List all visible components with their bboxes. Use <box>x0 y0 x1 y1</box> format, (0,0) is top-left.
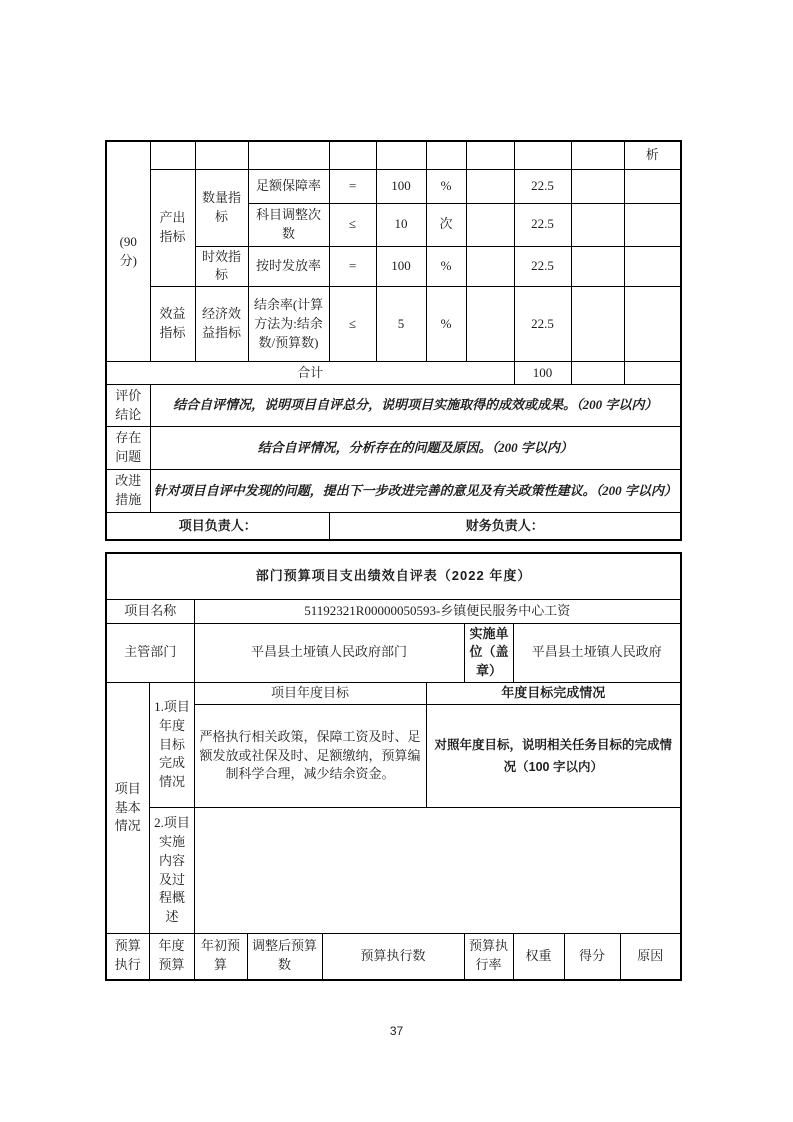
empty-cell <box>571 141 624 169</box>
empty-cell <box>624 203 681 246</box>
col-header-executed-amount: 预算执行数 <box>322 934 464 980</box>
empty-cell <box>466 287 514 362</box>
unit-cell: % <box>426 287 466 362</box>
section1-label: 1.项目年度目标完成情况 <box>149 683 194 808</box>
col-header-weight: 权重 <box>513 934 564 980</box>
indicator-name-cell: 科目调整次数 <box>248 203 329 246</box>
finance-leader-label: 财务负责人： <box>329 513 681 540</box>
annual-goal-text: 严格执行相关政策，保障工资及时、足额发放或社保及时、足额缴纳，预算编制科学合理，减少结余资金。 <box>194 705 426 808</box>
project-leader-label: 项目负责人： <box>106 513 329 540</box>
indicator-name-cell: 足额保障率 <box>248 169 329 203</box>
empty-cell <box>571 246 624 287</box>
weight-cell: 22.5 <box>514 203 571 246</box>
col-header-score: 得分 <box>564 934 620 980</box>
annual-budget-label: 年度预算 <box>149 934 194 980</box>
operator-cell: = <box>329 246 376 287</box>
category-output-cell: 产出指标 <box>150 169 195 287</box>
unit-cell: % <box>426 169 466 203</box>
weight-cell: 22.5 <box>514 287 571 362</box>
department-label: 主管部门 <box>106 623 194 683</box>
empty-cell <box>624 287 681 362</box>
empty-cell <box>466 246 514 287</box>
empty-cell <box>195 141 248 169</box>
target-value-cell: 100 <box>376 246 426 287</box>
category-benefit-cell: 效益指标 <box>150 287 195 362</box>
summary-text-conclusion: 结合自评情况，说明项目自评总分，说明项目实施取得的成效或成果。（200 字以内） <box>150 385 681 427</box>
summary-text-problems: 结合自评情况，分析存在的问题及原因。（200 字以内） <box>150 427 681 470</box>
indicator-name-cell: 按时发放率 <box>248 246 329 287</box>
empty-cell <box>624 169 681 203</box>
weight-cell: 22.5 <box>514 169 571 203</box>
self-evaluation-table <box>105 552 682 981</box>
empty-cell <box>426 141 466 169</box>
indicator-name-cell: 结余率(计算方法为:结余数/预算数) <box>248 287 329 362</box>
performance-indicator-table <box>105 140 682 541</box>
target-value-cell: 5 <box>376 287 426 362</box>
continuation-text-cell: 析 <box>624 141 681 169</box>
page-number: 37 <box>389 1024 404 1038</box>
score-group-cell: (90 分) <box>106 141 150 362</box>
empty-cell <box>624 246 681 287</box>
subcategory-quantity-cell: 数量指标 <box>195 169 248 246</box>
subcategory-timeliness-cell: 时效指标 <box>195 246 248 287</box>
summary-label-problems: 存在问题 <box>106 427 150 470</box>
section2-label: 2.项目实施内容及过程概述 <box>149 808 194 934</box>
total-value-cell: 100 <box>514 362 571 385</box>
empty-cell <box>150 141 195 169</box>
unit-cell: 次 <box>426 203 466 246</box>
empty-cell <box>571 287 624 362</box>
implement-unit-value: 平昌县土垭镇人民政府 <box>513 623 681 683</box>
empty-cell <box>329 141 376 169</box>
project-name-label: 项目名称 <box>106 599 194 623</box>
summary-text-improvements: 针对项目自评中发现的问题，提出下一步改进完善的意见及有关政策性建议。（200 字以内） <box>150 470 681 513</box>
empty-cell <box>466 169 514 203</box>
budget-exec-label: 预算执行 <box>106 934 149 980</box>
weight-cell: 22.5 <box>514 246 571 287</box>
empty-cell <box>194 808 681 934</box>
summary-label-improvements: 改进措施 <box>106 470 150 513</box>
subcategory-economic-cell: 经济效益指标 <box>195 287 248 362</box>
empty-cell <box>248 141 329 169</box>
col-header-initial-budget: 年初预算 <box>194 934 247 980</box>
empty-cell <box>571 203 624 246</box>
implement-unit-label: 实施单位（盖章） <box>464 623 513 683</box>
annual-goal-header: 项目年度目标 <box>194 683 426 705</box>
operator-cell: = <box>329 169 376 203</box>
basic-info-label: 项目基本情况 <box>106 683 149 934</box>
total-label-cell: 合计 <box>106 362 514 385</box>
empty-cell <box>466 203 514 246</box>
empty-cell <box>466 141 514 169</box>
col-header-reason: 原因 <box>620 934 681 980</box>
unit-cell: % <box>426 246 466 287</box>
target-value-cell: 100 <box>376 169 426 203</box>
completion-text: 对照年度目标，说明相关任务目标的完成情况（100 字以内） <box>426 705 681 808</box>
empty-cell <box>376 141 426 169</box>
operator-cell: ≤ <box>329 203 376 246</box>
table-title: 部门预算项目支出绩效自评表（2022 年度） <box>106 553 681 599</box>
empty-cell <box>624 362 681 385</box>
empty-cell <box>514 141 571 169</box>
col-header-execution-rate: 预算执行率 <box>464 934 513 980</box>
col-header-adjusted-budget: 调整后预算数 <box>247 934 322 980</box>
project-name-value: 51192321R00000050593-乡镇便民服务中心工资 <box>194 599 681 623</box>
department-value: 平昌县土垭镇人民政府部门 <box>194 623 464 683</box>
completion-header: 年度目标完成情况 <box>426 683 681 705</box>
empty-cell <box>571 362 624 385</box>
summary-label-conclusion: 评价结论 <box>106 385 150 427</box>
operator-cell: ≤ <box>329 287 376 362</box>
target-value-cell: 10 <box>376 203 426 246</box>
empty-cell <box>571 169 624 203</box>
